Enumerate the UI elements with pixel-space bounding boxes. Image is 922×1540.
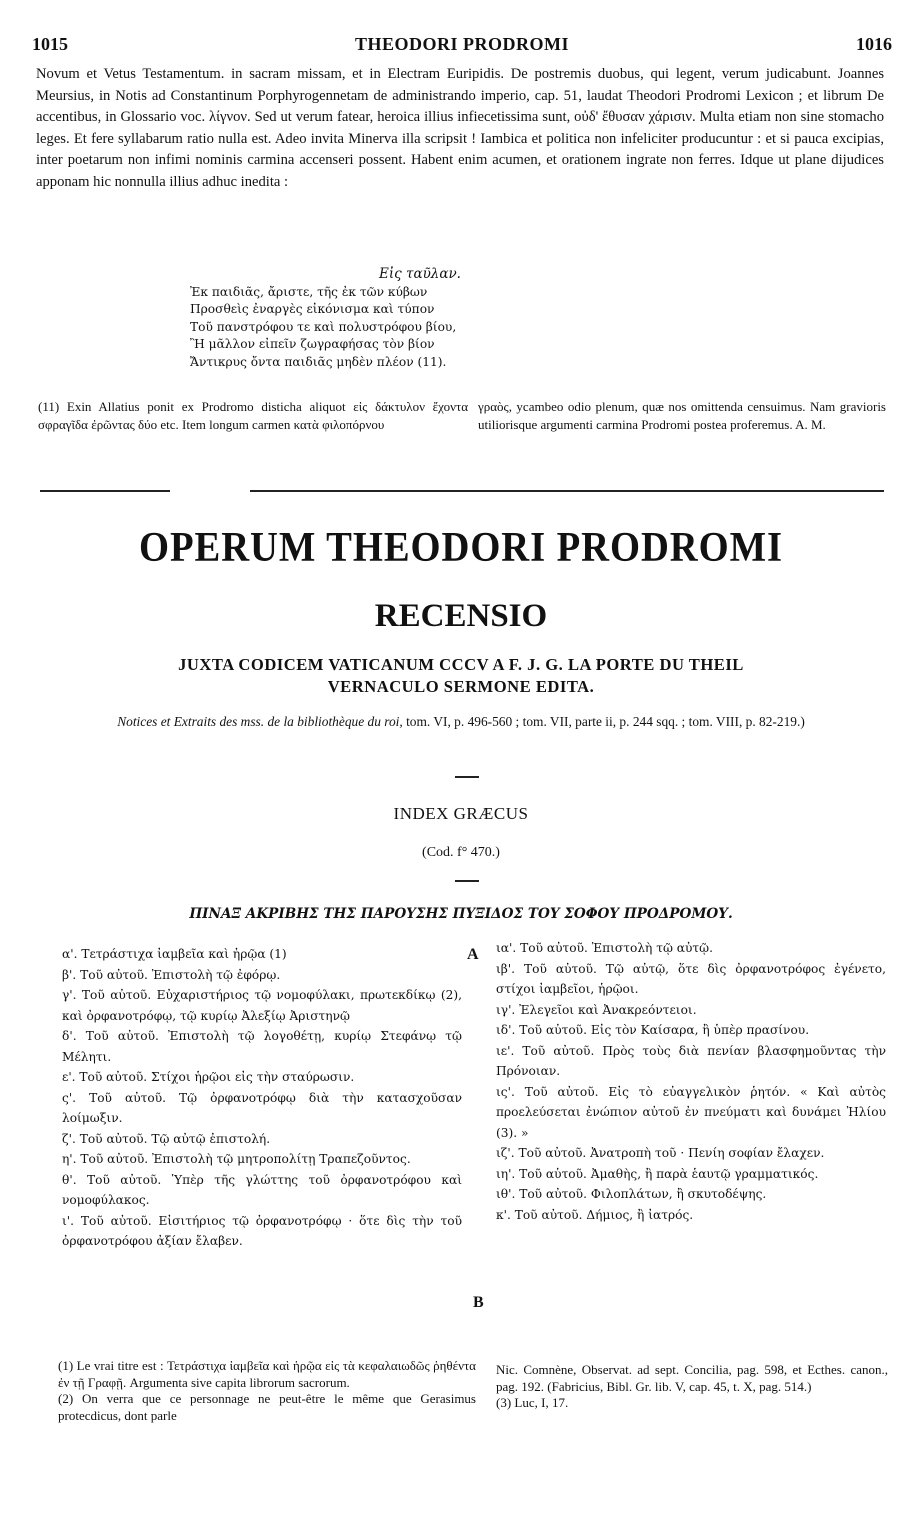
footnote-2: (2) On verra que ce personnage ne peut-être le même que Gerasimus protecdicus, dont parle — [58, 1391, 476, 1423]
notices-italic: Notices et Extraits des mss. de la bibliothèque du roi, — [117, 714, 403, 729]
index-entry: β'. Τοῦ αὐτοῦ. Ἐπιστολὴ τῷ ἐφόρῳ. — [62, 967, 281, 982]
poem-title: Εἰς ταῦλαν. — [379, 266, 461, 282]
index-entry: ιβ'. Τοῦ αὐτοῦ. Τῷ αὐτῷ, ὅτε δὶς ὀρφανοτρόφος ἐγένετο, στίχοι ἰαμβεῖοι, ἡρῷοι. — [496, 961, 886, 996]
edition-subtitle — [0, 654, 922, 698]
poem — [190, 266, 730, 372]
index-column-left — [62, 944, 462, 1252]
index-entry: δ'. Τοῦ αὐτοῦ. Ἐπιστολὴ τῷ λογοθέτῃ, κυρίῳ Στεφάνῳ τῷ Μέλητι. — [62, 1029, 462, 1064]
margin-marker-b: B — [473, 1294, 484, 1311]
index-entry: γ'. Τοῦ αὐτοῦ. Εὐχαριστήριος τῷ νομοφύλακι, πρωτεκδίκῳ (2), καὶ ὀρφανοτρόφῳ, τῷ κυρίῳ Ἀλεξίῳ Ἀριστηνῷ — [62, 988, 462, 1023]
left-page-number: 1015 — [32, 34, 68, 54]
poem-line: Ἐκ παιδιᾶς, ἄριστε, τῆς ἐκ τῶν κύβων — [190, 284, 428, 299]
intro-text: Novum et Vetus Testamentum. in sacram missam, et in Electram Euripidis. De postremis duobus, qui legent, verum judicabunt. Joannes Meursius, in Notis ad Constantinum Porphyrogennetam de administrando imperio, cap. 51, laudat Theodori Prodromi Lexicon ; et librum De accentibus, in Glossario voc. λίγνον. Sed ut verum fatear, heroica illius infiecetissima sunt, οὐδ' ἔθυσαν χάρισιν. Multa etiam non sine stomacho leges. Et fere syllabarum ratio nulla est. Adeo invita Minerva illa scripsit ! Iambica et politica non infeliciter producuntur : et si pauca excipias, inter poetarum non infimi nominis carmina accenseri possent. Habent enim acumen, et orationem ingrate non ferres. Idque ut plane dijudices apponam hic nonnulla illius adhuc inedita : — [36, 66, 884, 190]
index-entry: ις'. Τοῦ αὐτοῦ. Εἰς τὸ εὐαγγελικὸν ῥητόν. « Καὶ αὐτὸς προελεύσεται ἐνώπιον αὐτοῦ ἐν πνεύματι καὶ δυνάμει Ἠλίου (3). » — [496, 1084, 886, 1140]
notices-reference — [40, 714, 882, 730]
poem-line: Ἢ μᾶλλον εἰπεῖν ζωγραφήσας τὸν βίον — [190, 337, 435, 352]
short-rule-2 — [455, 880, 479, 882]
margin-marker-a: A — [467, 946, 479, 963]
index-entry: κ'. Τοῦ αὐτοῦ. Δήμιος, ἢ ἰατρός. — [496, 1207, 694, 1222]
index-entry: ιγ'. Ἐλεγεῖοι καὶ Ἀνακρεόντειοι. — [496, 1002, 697, 1017]
index-title: INDEX GRÆCUS — [393, 804, 529, 823]
short-rule-1 — [455, 776, 479, 778]
poem-line: Ἄντικρυς ὄντα παιδιᾶς μηδὲν πλέον (11). — [190, 354, 447, 369]
index-entry: ιδ'. Τοῦ αὐτοῦ. Εἰς τὸν Καίσαρα, ἢ ὑπὲρ πρασίνου. — [496, 1023, 810, 1037]
index-entry: θ'. Τοῦ αὐτοῦ. Ὑπὲρ τῆς γλώττης τοῦ ὀρφανοτρόφου καὶ νομοφύλακος. — [62, 1172, 462, 1207]
running-title: THEODORI PRODROMI — [354, 34, 569, 54]
index-entry: ι'. Τοῦ αὐτοῦ. Εἰσιτήριος τῷ ὀρφανοτρόφῳ · ὅτε δὶς τὴν τοῦ ὀρφανοτρόφου ἀξίαν ἔλαβεν. — [62, 1213, 462, 1248]
index-entry: ιθ'. Τοῦ αὐτοῦ. Φιλοπλάτων, ἢ σκυτοδέψης. — [496, 1187, 767, 1201]
recensio-heading: RECENSIO — [374, 598, 548, 634]
index-entry: ε'. Τοῦ αὐτοῦ. Στίχοι ἡρῷοι εἰς τὴν σταύρωσιν. — [62, 1070, 355, 1084]
poem-line: Προσθεὶς ἐναργὲς εἰκόνισμα καὶ τύπον — [190, 302, 435, 317]
codex-reference: (Cod. f° 470.) — [422, 845, 500, 860]
index-entry: α'. Τετράστιχα ἰαμβεῖα καὶ ἡρῷα (1) — [62, 947, 287, 961]
index-entry: ιε'. Τοῦ αὐτοῦ. Πρὸς τοὺς διὰ πενίαν βλασφημοῦντας τὴν Πρόνοιαν. — [496, 1043, 886, 1078]
index-entry: ια'. Τοῦ αὐτοῦ. Ἐπιστολὴ τῷ αὐτῷ. — [496, 941, 713, 955]
subtitle-line-1: JUXTA CODICEM VATICANUM CCCV A F. J. G. LA PORTE DU THEIL — [178, 655, 744, 674]
index-entry: ς'. Τοῦ αὐτοῦ. Τῷ ὀρφανοτρόφῳ διὰ τὴν κατασχοῦσαν λοίμωξιν. — [62, 1090, 462, 1125]
footnotes-right — [496, 1362, 888, 1412]
notices-rest: tom. VI, p. 496-560 ; tom. VII, parte ii, p. 244 sqq. ; tom. VIII, p. 82-219.) — [402, 714, 805, 729]
right-page-number: 1016 — [856, 34, 892, 54]
index-entry: ιζ'. Τοῦ αὐτοῦ. Ἀνατροπὴ τοῦ · Πενίη σοφίαν ἔλαχεν. — [496, 1146, 825, 1160]
index-entry: ιη'. Τοῦ αὐτοῦ. Ἀμαθὴς, ἢ παρὰ ἑαυτῷ γραμματικός. — [496, 1166, 819, 1181]
footnote-11-right: γραὸς, ycambeo odio plenum, quæ nos omittenda censuimus. Nam gravioris utiliorisque argumenti carmina Prodromi postea proferemus. A. M. — [478, 399, 886, 432]
subtitle-line-2: VERNACULO SERMONE EDITA. — [327, 677, 595, 696]
footnote-1: (1) Le vrai titre est : Τετράστιχα ἰαμβεῖα καὶ ἡρῷα εἰς τὰ κεφαλαιωδῶς ῥηθέντα ἐν τῇ Γραφῇ. Argumenta sive capita librorum sacrorum. — [58, 1358, 476, 1390]
poem-line: Τοῦ πανστρόφου τε καὶ πολυστρόφου βίου, — [190, 319, 457, 334]
index-entry: ζ'. Τοῦ αὐτοῦ. Τῷ αὐτῷ ἐπιστολή. — [62, 1131, 271, 1146]
divider-right — [250, 490, 884, 492]
footnote-11-left: (11) Exin Allatius ponit ex Prodromo disticha aliquot εἰς δάκτυλον ἔχοντα σφραγῖδα ἐρῶντας δύο etc. Item longum carmen κατὰ φιλοπόρνου — [38, 399, 468, 432]
pinax-heading: ΠΙΝΑΞ ΑΚΡΙΒΗΣ ΤΗΣ ΠΑΡΟΥΣΗΣ ΠΥΞΙΔΟΣ ΤΟΥ ΣΟΦΟΥ ΠΡΟΔΡΟΜΟΥ. — [189, 906, 733, 922]
intro-paragraph — [36, 64, 884, 194]
divider-left — [40, 490, 170, 492]
running-head — [32, 34, 892, 56]
main-title: OPERUM THEODORI PRODROMI — [139, 525, 783, 571]
footnotes-left — [58, 1358, 476, 1424]
footnote-3: (3) Luc, I, 17. — [496, 1395, 569, 1410]
index-entry: η'. Τοῦ αὐτοῦ. Ἐπιστολὴ τῷ μητροπολίτῃ Τραπεζοῦντος. — [62, 1152, 411, 1166]
index-column-right — [496, 938, 886, 1225]
footnote-2-continued: Nic. Comnène, Observat. ad sept. Concilia, pag. 598, et Ecthes. canon., pag. 192. (Fabricius, Bibl. Gr. lib. V, cap. 45, t. X, pag. 514.) — [496, 1362, 888, 1394]
